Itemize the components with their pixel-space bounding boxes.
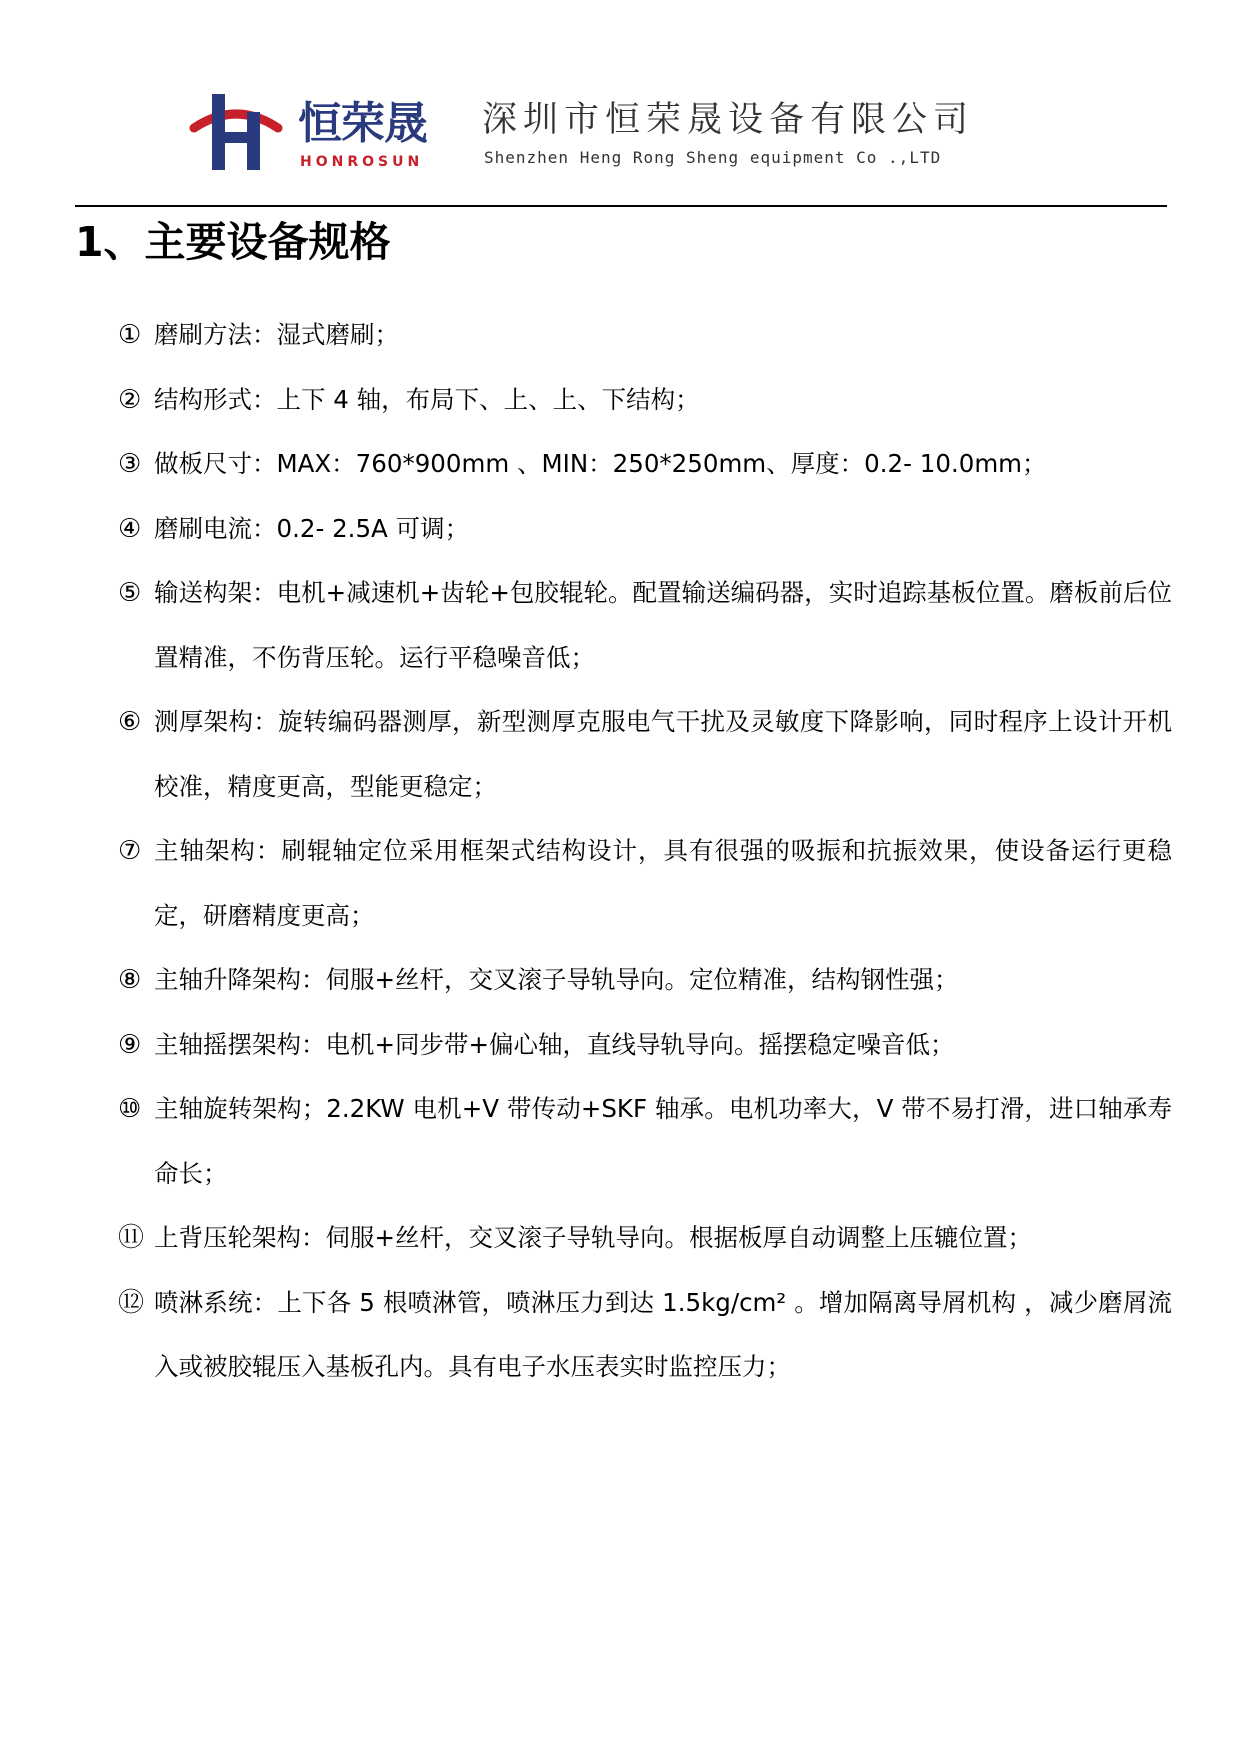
spec-item-text: 磨刷方法：湿式磨刷； [154, 320, 399, 349]
logo-brand-en: HONROSUN [300, 154, 424, 170]
spec-item-number: ⑫ [118, 1287, 145, 1318]
spec-item [118, 948, 1172, 1013]
spec-item-text: 主轴升降架构：伺服+丝杆，交叉滚子导轨导向。定位精准，结构钢性强； [154, 965, 959, 994]
company-name-cn: 深圳市恒荣晟设备有限公司 [482, 100, 975, 140]
spec-item [118, 432, 1172, 497]
header-divider [75, 205, 1167, 207]
spec-item-number: ⑪ [118, 1223, 145, 1253]
spec-item [118, 690, 1172, 819]
spec-list [118, 303, 1172, 1400]
spec-item [118, 368, 1172, 433]
spec-item-text: 上背压轮架构：伺服+丝杆，交叉滚子导轨导向。根据板厚自动调整上压辘位置； [154, 1223, 1033, 1252]
spec-item [118, 819, 1172, 948]
spec-item [118, 1077, 1172, 1206]
spec-item [118, 303, 1172, 368]
spec-item-number: ③ [118, 449, 142, 479]
spec-item-text: 主轴架构：刷辊轴定位采用框架式结构设计，具有很强的吸振和抗振效果，使设备运行更稳定，研磨精度更高； [154, 836, 1172, 930]
spec-item [118, 1271, 1172, 1400]
spec-item-number: ⑧ [118, 965, 142, 995]
logo-brand-cn: 恒荣晟 [298, 98, 427, 149]
spec-item-text: 主轴旋转架构；2.2KW 电机+V 带传动+SKF 轴承。电机功率大，V 带不易打滑，进口轴承寿命长； [154, 1094, 1172, 1188]
spec-item [118, 561, 1172, 690]
spec-item-number: ① [118, 320, 142, 350]
spec-item-number: ⑦ [118, 836, 142, 866]
spec-item-number: ⑥ [118, 707, 142, 737]
company-name-en: Shenzhen Heng Rong Sheng equipment Co .,LTD [484, 148, 942, 167]
spec-item-text: 结构形式：上下 4 轴，布局下、上、上、下结构； [154, 384, 700, 414]
spec-item [118, 1013, 1172, 1078]
spec-item-number: ⑩ [118, 1094, 142, 1124]
spec-item-text: 测厚架构：旋转编码器测厚，新型测厚克服电气干扰及灵敏度下降影响，同时程序上设计开机校准，精度更高，型能更稳定； [154, 707, 1172, 801]
spec-item-text: 做板尺寸：MAX：760*900mm 、MIN：250*250mm、厚度：0.2- 10.0mm； [154, 449, 1047, 478]
section-title: 1、主要设备规格 [75, 218, 391, 266]
spec-item [118, 497, 1172, 562]
spec-item-text: 输送构架：电机+减速机+齿轮+包胶辊轮。配置输送编码器，实时追踪基板位置。磨板前后位置精准，不伤背压轮。运行平稳噪音低； [154, 578, 1172, 672]
spec-item-text: 主轴摇摆架构：电机+同步带+偏心轴，直线导轨导向。摇摆稳定噪音低； [154, 1029, 955, 1059]
spec-item [118, 1206, 1172, 1271]
spec-item-text: 磨刷电流：0.2- 2.5A 可调； [154, 513, 470, 543]
spec-item-number: ② [118, 384, 142, 415]
document-header [186, 92, 1066, 178]
honrosun-logo-icon [186, 92, 286, 174]
spec-item-number: ④ [118, 513, 142, 544]
spec-item-number: ⑤ [118, 578, 142, 608]
spec-item-number: ⑨ [118, 1029, 142, 1060]
spec-item-text: 喷淋系统：上下各 5 根喷淋管，喷淋压力到达 1.5kg/cm² 。增加隔离导屑机构 ，减少磨屑流入或被胶辊压入基板孔内。具有电子水压表实时监控压力； [154, 1287, 1172, 1381]
